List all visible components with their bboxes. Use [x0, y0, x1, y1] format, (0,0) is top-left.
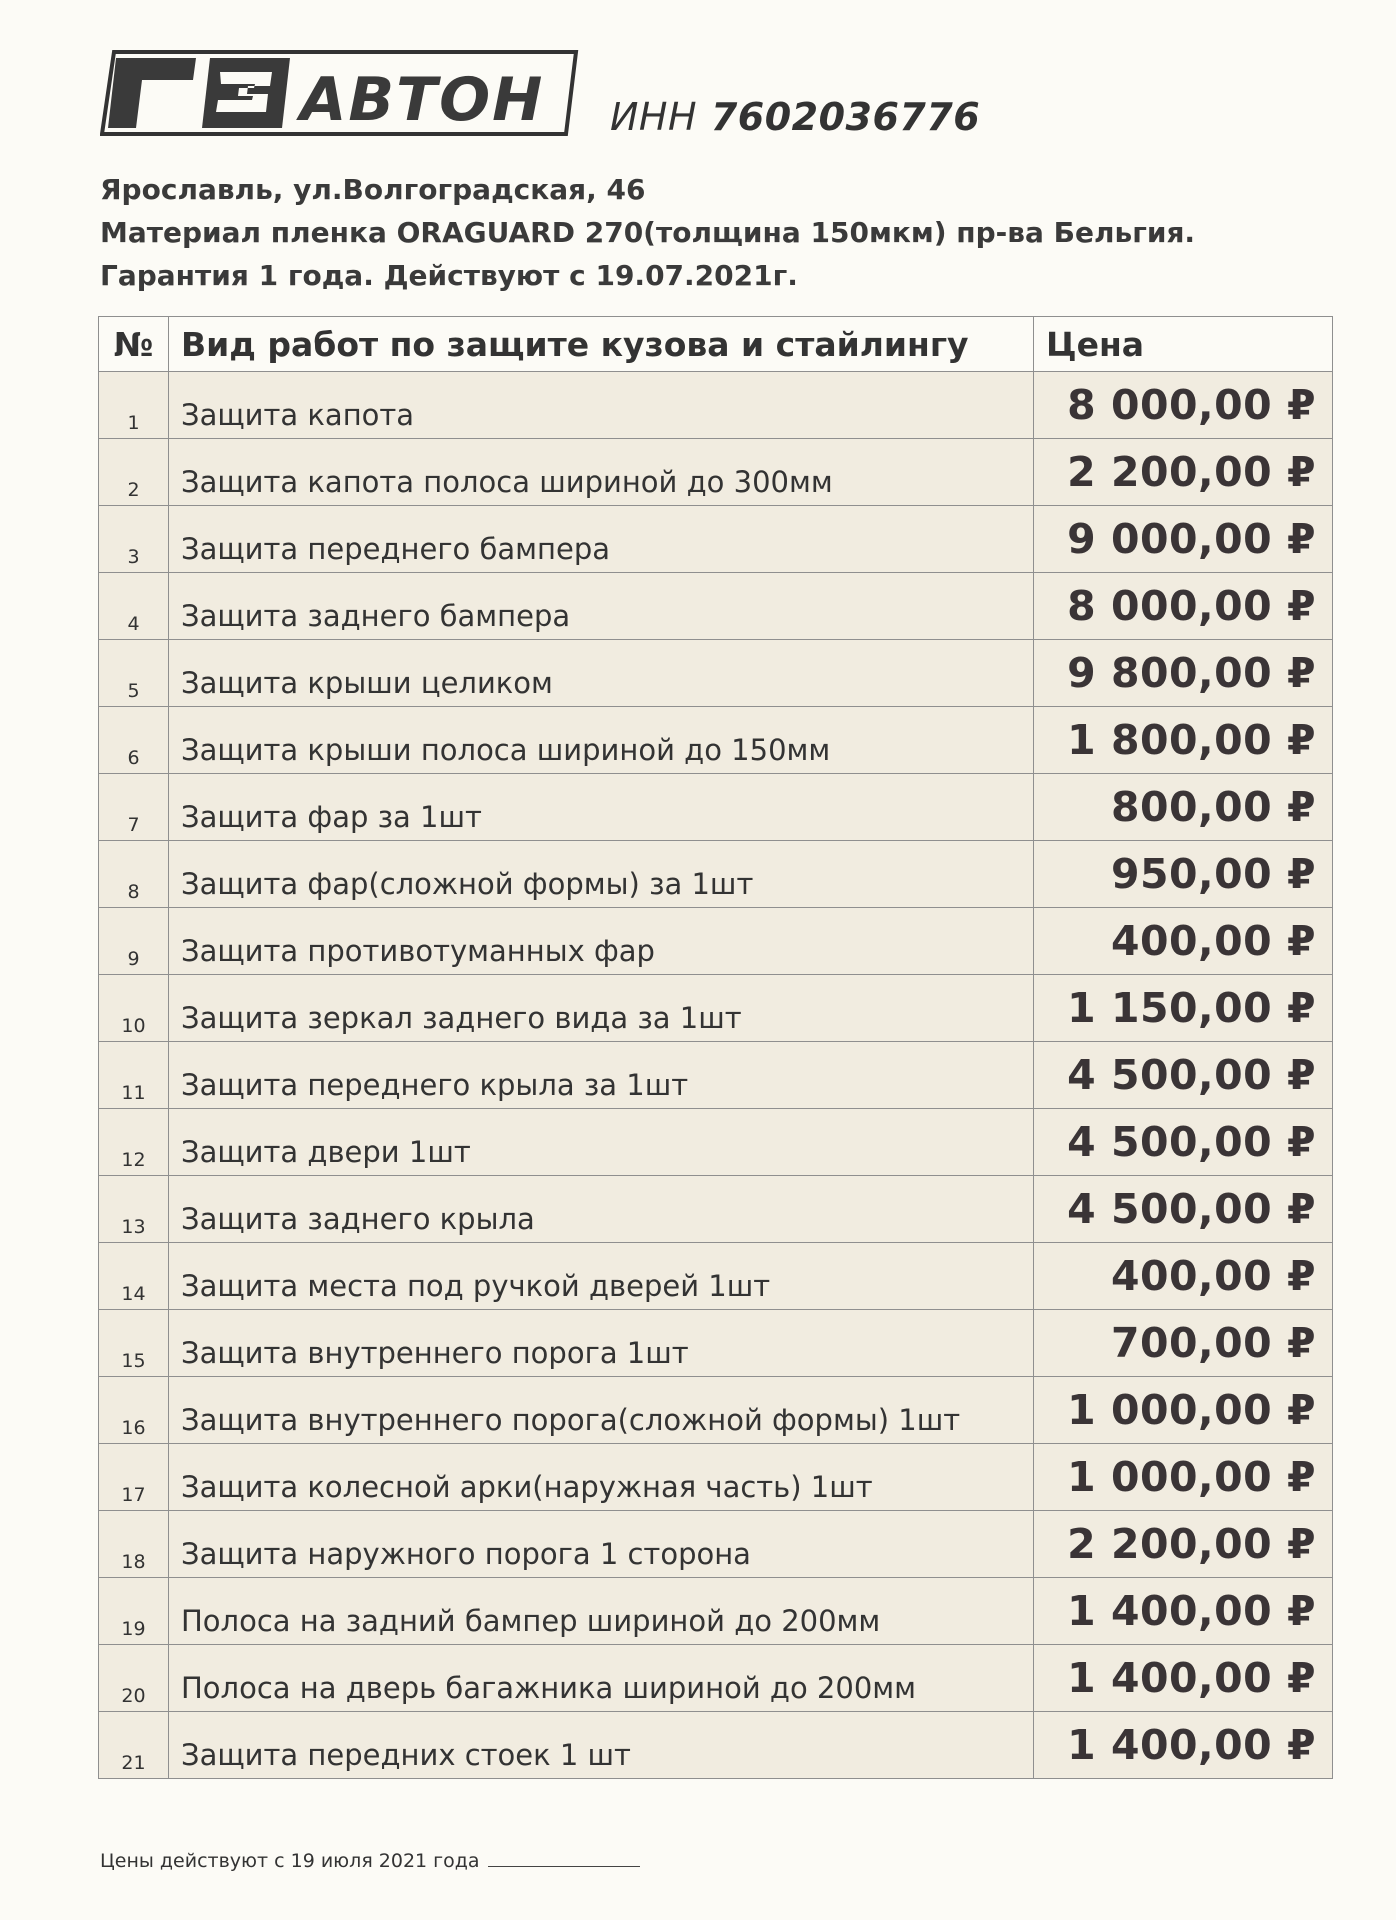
- service-name: Защита крыши полоса шириной до 150мм: [169, 707, 1034, 774]
- table-header-row: [99, 317, 1333, 372]
- footer-note: [100, 1848, 640, 1872]
- service-name: Защита зеркал заднего вида за 1шт: [169, 975, 1034, 1042]
- footer-text: Цены действуют с 19 июля 2021 года: [100, 1850, 480, 1872]
- inn-value: 7602036776: [710, 95, 981, 139]
- service-name: Защита переднего бампера: [169, 506, 1034, 573]
- service-name: Защита капота: [169, 372, 1034, 439]
- row-number: 4: [99, 573, 169, 640]
- service-price: 1 150,00 ₽: [1034, 975, 1333, 1042]
- table-row: [99, 1042, 1333, 1109]
- column-header-num: №: [99, 317, 169, 372]
- service-price: 4 500,00 ₽: [1034, 1176, 1333, 1243]
- row-number: 21: [99, 1712, 169, 1779]
- row-number: 17: [99, 1444, 169, 1511]
- row-number: 2: [99, 439, 169, 506]
- service-price: 400,00 ₽: [1034, 1243, 1333, 1310]
- service-name: Защита переднего крыла за 1шт: [169, 1042, 1034, 1109]
- service-price: 1 400,00 ₽: [1034, 1712, 1333, 1779]
- service-price: 700,00 ₽: [1034, 1310, 1333, 1377]
- row-number: 18: [99, 1511, 169, 1578]
- row-number: 16: [99, 1377, 169, 1444]
- row-number: 14: [99, 1243, 169, 1310]
- warranty-line: Гарантия 1 года. Действуют с 19.07.2021г.: [100, 259, 798, 292]
- table-row: [99, 1645, 1333, 1712]
- service-price: 400,00 ₽: [1034, 908, 1333, 975]
- signature-line: [488, 1848, 640, 1867]
- service-name: Защита заднего крыла: [169, 1176, 1034, 1243]
- table-row: [99, 774, 1333, 841]
- column-header-name: Вид работ по защите кузова и стайлингу: [169, 317, 1034, 372]
- table-row: [99, 841, 1333, 908]
- table-row: [99, 707, 1333, 774]
- service-name: Защита двери 1шт: [169, 1109, 1034, 1176]
- service-price: 1 400,00 ₽: [1034, 1578, 1333, 1645]
- inn-label: ИНН: [610, 95, 698, 139]
- row-number: 5: [99, 640, 169, 707]
- table-row: [99, 506, 1333, 573]
- service-name: Защита места под ручкой дверей 1шт: [169, 1243, 1034, 1310]
- table-row: [99, 573, 1333, 640]
- table-row: [99, 1176, 1333, 1243]
- service-price: 4 500,00 ₽: [1034, 1109, 1333, 1176]
- table-row: [99, 1377, 1333, 1444]
- service-price: 9 000,00 ₽: [1034, 506, 1333, 573]
- row-number: 11: [99, 1042, 169, 1109]
- table-row: [99, 439, 1333, 506]
- service-name: Полоса на дверь багажника шириной до 200мм: [169, 1645, 1034, 1712]
- row-number: 1: [99, 372, 169, 439]
- document-header: [100, 168, 1330, 297]
- service-name: Защита противотуманных фар: [169, 908, 1034, 975]
- table-row: [99, 1310, 1333, 1377]
- service-name: Защита капота полоса шириной до 300мм: [169, 439, 1034, 506]
- service-price: 8 000,00 ₽: [1034, 573, 1333, 640]
- table-row: [99, 1444, 1333, 1511]
- service-price: 800,00 ₽: [1034, 774, 1333, 841]
- table-row: [99, 1712, 1333, 1779]
- service-price: 950,00 ₽: [1034, 841, 1333, 908]
- service-price: 8 000,00 ₽: [1034, 372, 1333, 439]
- row-number: 19: [99, 1578, 169, 1645]
- table-body: [99, 372, 1333, 1779]
- service-price: 2 200,00 ₽: [1034, 1511, 1333, 1578]
- service-name: Защита заднего бампера: [169, 573, 1034, 640]
- svg-text:АВТОН: АВТОН: [300, 65, 545, 135]
- service-name: Полоса на задний бампер шириной до 200мм: [169, 1578, 1034, 1645]
- column-header-price: Цена: [1034, 317, 1333, 372]
- service-name: Защита колесной арки(наружная часть) 1шт: [169, 1444, 1034, 1511]
- address-line: Ярославль, ул.Волгоградская, 46: [100, 173, 646, 206]
- inn-number: [610, 95, 980, 139]
- table-row: [99, 1578, 1333, 1645]
- service-name: Защита крыши целиком: [169, 640, 1034, 707]
- table-row: [99, 1243, 1333, 1310]
- company-logo: [100, 50, 580, 136]
- table-row: [99, 372, 1333, 439]
- row-number: 3: [99, 506, 169, 573]
- table-row: [99, 908, 1333, 975]
- service-price: 4 500,00 ₽: [1034, 1042, 1333, 1109]
- service-name: Защита фар за 1шт: [169, 774, 1034, 841]
- row-number: 9: [99, 908, 169, 975]
- row-number: 8: [99, 841, 169, 908]
- service-price: 1 800,00 ₽: [1034, 707, 1333, 774]
- row-number: 15: [99, 1310, 169, 1377]
- row-number: 10: [99, 975, 169, 1042]
- row-number: 12: [99, 1109, 169, 1176]
- service-price: 9 800,00 ₽: [1034, 640, 1333, 707]
- table-row: [99, 1109, 1333, 1176]
- service-name: Защита передних стоек 1 шт: [169, 1712, 1034, 1779]
- row-number: 13: [99, 1176, 169, 1243]
- service-price: 2 200,00 ₽: [1034, 439, 1333, 506]
- service-name: Защита внутреннего порога 1шт: [169, 1310, 1034, 1377]
- service-price: 1 000,00 ₽: [1034, 1377, 1333, 1444]
- service-price: 1 400,00 ₽: [1034, 1645, 1333, 1712]
- row-number: 6: [99, 707, 169, 774]
- service-name: Защита фар(сложной формы) за 1шт: [169, 841, 1034, 908]
- service-price: 1 000,00 ₽: [1034, 1444, 1333, 1511]
- price-table: [98, 316, 1333, 1779]
- table-row: [99, 1511, 1333, 1578]
- table-row: [99, 640, 1333, 707]
- row-number: 20: [99, 1645, 169, 1712]
- service-name: Защита внутреннего порога(сложной формы) 1шт: [169, 1377, 1034, 1444]
- row-number: 7: [99, 774, 169, 841]
- material-line: Материал пленка ORAGUARD 270(толщина 150мкм) пр-ва Бельгия.: [100, 216, 1196, 249]
- service-name: Защита наружного порога 1 сторона: [169, 1511, 1034, 1578]
- table-row: [99, 975, 1333, 1042]
